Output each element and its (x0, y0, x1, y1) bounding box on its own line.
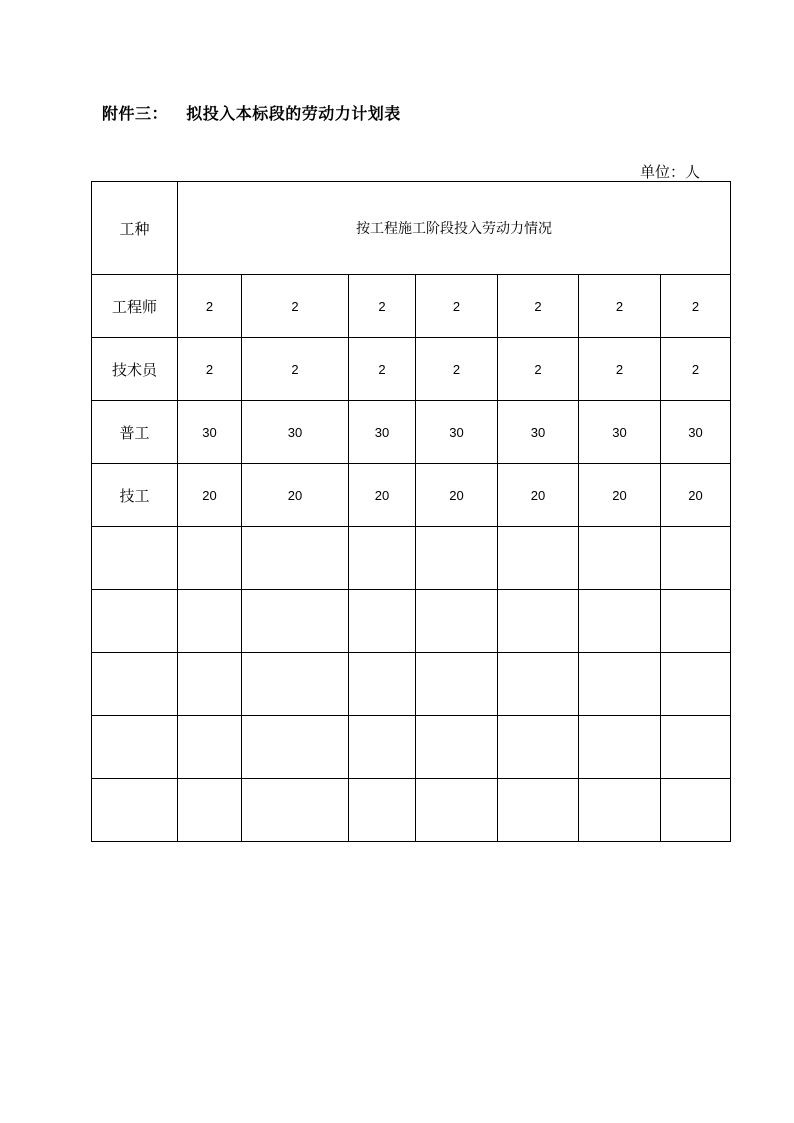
value-cell (416, 527, 498, 590)
value-cell: 30 (242, 401, 349, 464)
value-cell (349, 716, 416, 779)
table-row (92, 401, 731, 464)
value-cell (498, 653, 579, 716)
value-cell (416, 779, 498, 842)
value-cell (661, 590, 731, 653)
row-label-cell (92, 527, 178, 590)
value-cell: 2 (242, 275, 349, 338)
value-cell: 2 (416, 275, 498, 338)
page-title: 附件三： 拟投入本标段的劳动力计划表 (102, 104, 401, 123)
value-cell (242, 716, 349, 779)
value-cell (661, 779, 731, 842)
value-cell (498, 527, 579, 590)
table-row (92, 464, 731, 527)
value-cell: 2 (178, 275, 242, 338)
value-cell (579, 716, 661, 779)
table-row (92, 527, 731, 590)
value-cell (349, 779, 416, 842)
value-cell: 30 (178, 401, 242, 464)
value-cell: 2 (416, 338, 498, 401)
row-label-cell: 普工 (92, 401, 178, 464)
value-cell (579, 527, 661, 590)
value-cell (178, 779, 242, 842)
value-cell: 2 (498, 275, 579, 338)
header-row (92, 182, 731, 275)
table-row (92, 716, 731, 779)
value-cell (416, 590, 498, 653)
value-cell: 2 (178, 338, 242, 401)
value-cell: 20 (661, 464, 731, 527)
table-row (92, 275, 731, 338)
value-cell (242, 527, 349, 590)
row-label-cell: 技工 (92, 464, 178, 527)
value-cell: 30 (416, 401, 498, 464)
table-body (92, 275, 731, 842)
value-cell (416, 716, 498, 779)
value-cell: 2 (579, 275, 661, 338)
header-cell-labor-by-stage: 按工程施工阶段投入劳动力情况 (178, 182, 731, 275)
value-cell (579, 590, 661, 653)
value-cell: 20 (349, 464, 416, 527)
row-label-cell (92, 590, 178, 653)
value-cell: 30 (349, 401, 416, 464)
value-cell: 2 (349, 275, 416, 338)
value-cell (178, 590, 242, 653)
row-label-cell: 技术员 (92, 338, 178, 401)
table-row (92, 779, 731, 842)
value-cell (416, 653, 498, 716)
value-cell: 20 (178, 464, 242, 527)
value-cell (579, 779, 661, 842)
header-cell-trade: 工种 (92, 182, 178, 275)
table-row (92, 590, 731, 653)
row-label-cell: 工程师 (92, 275, 178, 338)
value-cell (242, 653, 349, 716)
value-cell (661, 653, 731, 716)
value-cell: 2 (661, 338, 731, 401)
table-row (92, 653, 731, 716)
value-cell (178, 653, 242, 716)
value-cell: 20 (579, 464, 661, 527)
table-row (92, 338, 731, 401)
value-cell: 20 (498, 464, 579, 527)
value-cell: 20 (416, 464, 498, 527)
labor-plan-table (91, 181, 731, 842)
unit-label: 单位：人 (640, 163, 701, 181)
value-cell: 30 (498, 401, 579, 464)
value-cell (349, 653, 416, 716)
value-cell: 2 (661, 275, 731, 338)
value-cell (579, 653, 661, 716)
value-cell (349, 527, 416, 590)
value-cell (178, 716, 242, 779)
value-cell: 2 (498, 338, 579, 401)
value-cell (498, 590, 579, 653)
value-cell: 2 (242, 338, 349, 401)
value-cell (661, 527, 731, 590)
value-cell (498, 779, 579, 842)
value-cell: 20 (242, 464, 349, 527)
value-cell: 30 (579, 401, 661, 464)
value-cell (178, 527, 242, 590)
value-cell: 2 (349, 338, 416, 401)
row-label-cell (92, 716, 178, 779)
value-cell (242, 779, 349, 842)
value-cell (242, 590, 349, 653)
value-cell (498, 716, 579, 779)
row-label-cell (92, 779, 178, 842)
row-label-cell (92, 653, 178, 716)
value-cell: 30 (661, 401, 731, 464)
value-cell (349, 590, 416, 653)
value-cell: 2 (579, 338, 661, 401)
value-cell (661, 716, 731, 779)
